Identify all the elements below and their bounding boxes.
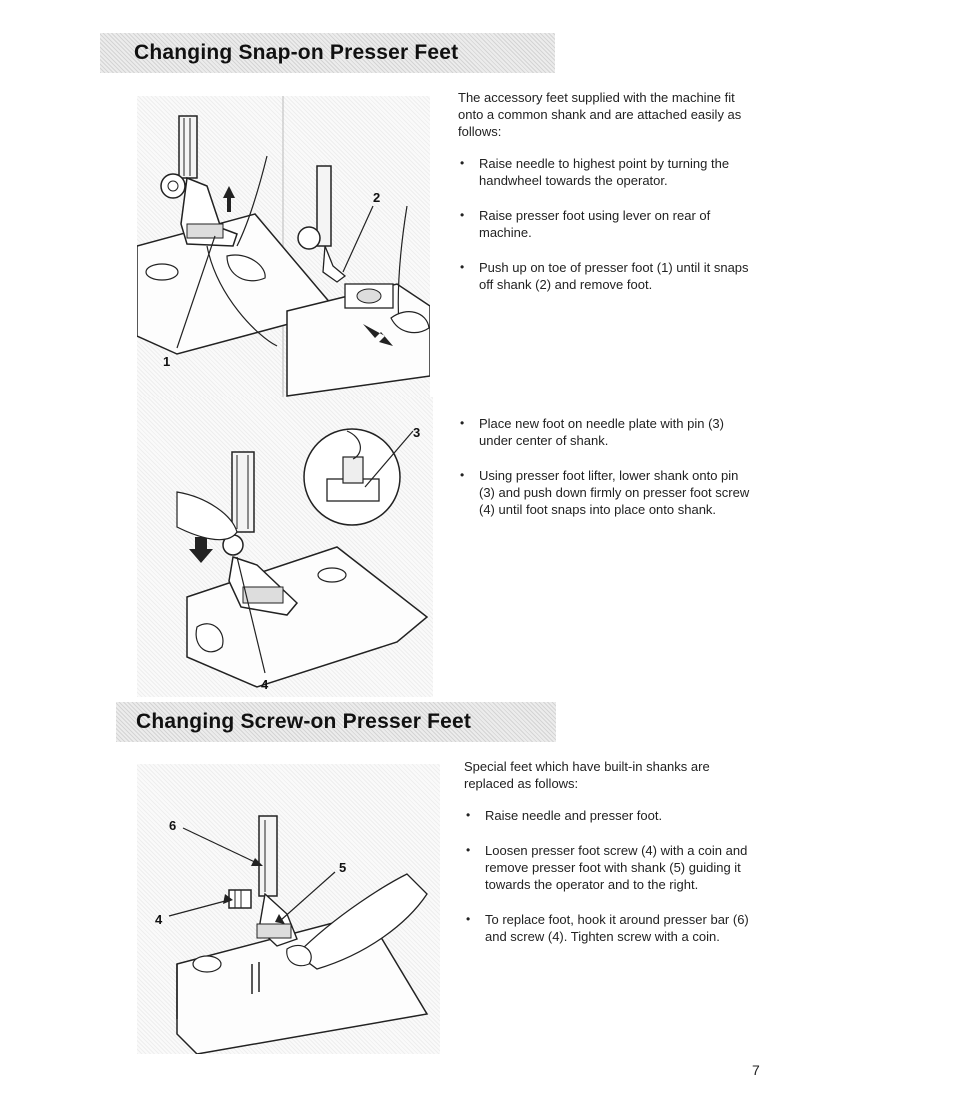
heading-text-screw-on: Changing Screw-on Presser Feet: [136, 710, 472, 733]
snap-on-removal-text: [458, 89, 750, 311]
step-text: Raise presser foot using lever on rear of machine.: [479, 208, 711, 240]
step-text: To replace foot, hook it around presser bar (6) and screw (4). Tighten screw with a coin.: [485, 912, 749, 944]
heading-text-snap-on: Changing Snap-on Presser Feet: [134, 41, 459, 64]
list-item: [458, 259, 750, 293]
list-item: [458, 207, 750, 241]
callout-label-2: 2: [373, 190, 381, 205]
callout-label-3: 3: [413, 425, 421, 440]
screw-on-intro: Special feet which have built-in shanks are replaced as follows:: [464, 759, 710, 791]
snap-on-intro: The accessory feet supplied with the machine fit onto a common shank and are attached easily as follows:: [458, 90, 742, 139]
step-text: Using presser foot lifter, lower shank onto pin (3) and push down firmly on presser foot screw (4) until foot snaps into place onto shank.: [479, 468, 750, 517]
callout-label-4: 4: [261, 677, 269, 692]
bullet-icon: •: [466, 808, 471, 822]
bullet-icon: •: [466, 843, 471, 857]
step-text: Place new foot on needle plate with pin (3) under center of shank.: [479, 416, 724, 448]
list-item: [458, 415, 750, 449]
callout-label-5: 5: [339, 860, 347, 875]
illustration-attach-snap-on-foot-drawing: [137, 397, 433, 697]
snap-on-attach-text: [458, 415, 750, 536]
list-item: [458, 155, 750, 189]
illustration-screw-on-foot: [137, 764, 440, 1054]
illustration-remove-snap-on-foot-drawing: [137, 96, 430, 401]
bullet-icon: •: [460, 416, 465, 430]
list-item: [464, 807, 756, 824]
snap-on-removal-steps: [458, 155, 750, 293]
list-item: [458, 467, 750, 518]
bullet-icon: •: [460, 260, 465, 274]
page-number: 7: [752, 1062, 760, 1078]
list-item: [464, 911, 756, 945]
snap-on-attach-steps: [458, 415, 750, 518]
step-text: Push up on toe of presser foot (1) until it snaps off shank (2) and remove foot.: [479, 260, 749, 292]
callout-label-1: 1: [163, 354, 171, 369]
list-item: [464, 842, 756, 893]
illustration-screw-on-foot-drawing: [137, 764, 440, 1054]
bullet-icon: •: [466, 912, 471, 926]
screw-on-steps: [464, 807, 756, 945]
step-text: Raise needle to highest point by turning the handwheel towards the operator.: [479, 156, 730, 188]
section-heading-screw-on: [116, 702, 556, 742]
callout-label-4b: 4: [155, 912, 163, 927]
callout-label-6: 6: [169, 818, 177, 833]
screw-on-text: [464, 758, 756, 963]
step-text: Raise needle and presser foot.: [485, 808, 663, 823]
illustration-remove-snap-on-foot: [137, 96, 430, 401]
section-heading-snap-on: [100, 33, 555, 73]
illustration-attach-snap-on-foot: [137, 397, 433, 697]
bullet-icon: •: [460, 208, 465, 222]
bullet-icon: •: [460, 156, 465, 170]
bullet-icon: •: [460, 468, 465, 482]
step-text: Loosen presser foot screw (4) with a coin and remove presser foot with shank (5) guiding it towards the operator and to the right.: [485, 843, 748, 892]
